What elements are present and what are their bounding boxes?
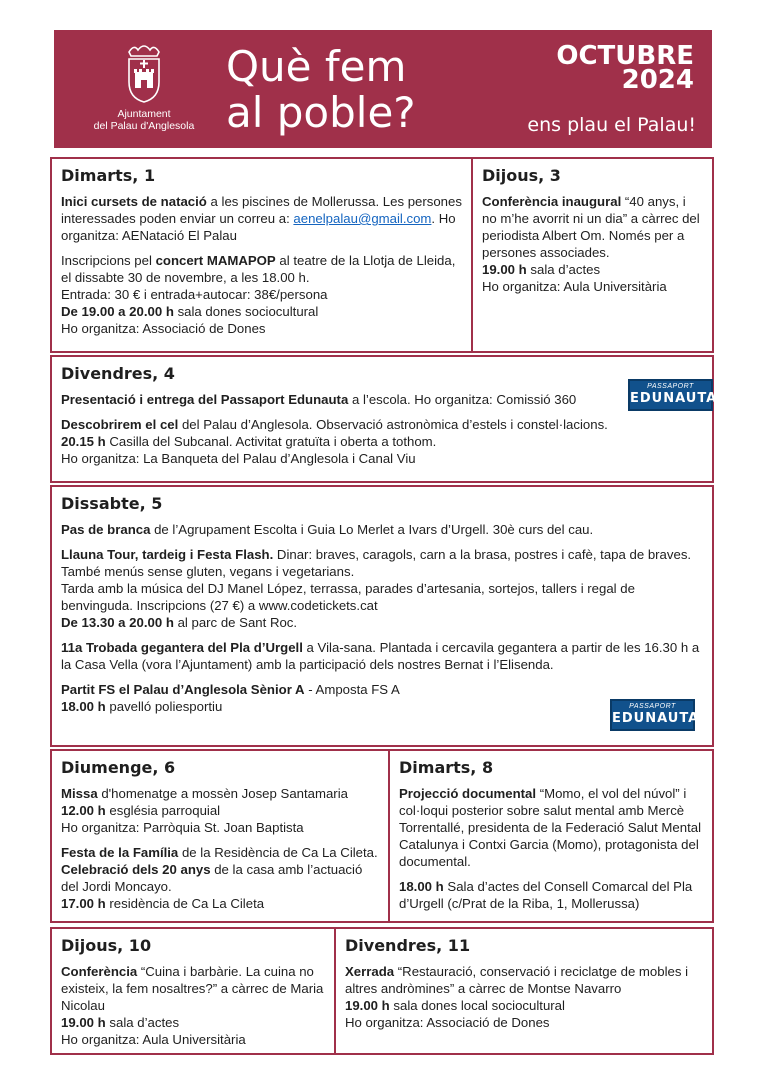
event-title: Festa de la Família xyxy=(61,845,179,860)
day-heading: Dimarts, 8 xyxy=(399,758,494,777)
edunauta-badge xyxy=(610,699,700,731)
event-title: Presentació i entrega del Passaport Edunauta xyxy=(61,392,349,407)
month-name: OCTUBRE xyxy=(556,41,694,71)
event-organizer: Ho organitza: Associació de Dones xyxy=(345,1015,550,1030)
event-title: Descobrirem el cel xyxy=(61,417,179,432)
month-label xyxy=(556,41,694,95)
event-festa-familia xyxy=(61,844,379,912)
day-heading: Divendres, 11 xyxy=(345,936,471,955)
event-pas-branca xyxy=(61,521,703,538)
email-link[interactable]: aenelpalau@gmail.com xyxy=(293,211,432,226)
event-time: 20.15 h xyxy=(61,434,106,449)
event-place: església parroquial xyxy=(105,803,221,818)
event-place: Casilla del Subcanal. Activitat gratuïta i oberta a tothom. xyxy=(105,434,437,449)
event-time: 17.00 h xyxy=(61,896,106,911)
event-conferencia-cuina xyxy=(61,963,325,1048)
badge-main-text: EDUNAUTA xyxy=(612,711,700,726)
event-xerrada xyxy=(345,963,703,1031)
logo-line-2: del Palau d'Anglesola xyxy=(93,120,195,132)
event-text: Dinar: braves, caragols, carn a la brasa, postres i cafè, tapa de braves. També menús sense gluten, vegans i vegetarians. xyxy=(61,547,692,579)
town-logo xyxy=(84,42,204,142)
event-organizer: Ho organitza: Aula Universitària xyxy=(61,1032,246,1047)
event-box-dijous-3 xyxy=(471,157,714,353)
event-text: a Vila-sana. Plantada i cercavila gegantera a partir de les 16.30 h a la Casa Vella (vora l’Ajuntament) amb la participació dels nostres Bernat i l’Elisenda. xyxy=(61,640,700,672)
event-title: Conferència inaugural xyxy=(482,194,622,209)
event-text: “Cuina i barbàrie. La cuina no existeix, la fem nosaltres?” a càrrec de Maria Nicolau xyxy=(61,964,324,1013)
event-text: - Amposta FS A xyxy=(304,682,400,697)
event-text: “40 anys, i no m’he avorrit ni un dia” a càrrec del periodista Albert Om. Només per a persones associades. xyxy=(482,194,700,260)
event-box-divendres-11 xyxy=(334,927,714,1055)
event-text: Tarda amb la música del DJ Manel López, terrassa, parades d’artesania, sortejos, tallers i regal de benvinguda. Inscripcions (27 €) a www.codetickets.cat xyxy=(61,581,635,613)
event-organizer: Ho organitza: Associació de Dones xyxy=(61,321,266,336)
event-place: sala d’actes xyxy=(526,262,601,277)
header-banner xyxy=(54,30,712,148)
event-highlight: Celebració dels 20 anys xyxy=(61,862,211,877)
event-title: concert MAMAPOP xyxy=(155,253,276,268)
event-text: de l’Agrupament Escolta i Guia Lo Merlet a Ivars d’Urgell. 30è curs del cau. xyxy=(150,522,594,537)
event-place: sala dones sociocultural xyxy=(173,304,319,319)
event-place: al parc de Sant Roc. xyxy=(173,615,298,630)
day-heading: Divendres, 4 xyxy=(61,364,175,383)
event-text: Inscripcions pel xyxy=(61,253,156,268)
page-title xyxy=(226,44,416,136)
event-title: Projecció documental xyxy=(399,786,537,801)
event-title: Llauna Tour, tardeig i Festa Flash. xyxy=(61,547,274,562)
event-organizer: Ho organitza: La Banqueta del Palau d’Anglesola i Canal Viu xyxy=(61,451,416,466)
event-time: De 13.30 a 20.00 h xyxy=(61,615,174,630)
month-year: 2024 xyxy=(621,65,694,95)
event-time: 19.00 h xyxy=(482,262,527,277)
event-title: Pas de branca xyxy=(61,522,151,537)
event-mamapop xyxy=(61,252,462,337)
badge-main-text: EDUNAUTA xyxy=(630,391,718,406)
event-text: d'homenatge a mossèn Josep Santamaria xyxy=(97,786,348,801)
event-text: a l’escola. Ho organitza: Comissió 360 xyxy=(348,392,577,407)
title-line-1: Què fem xyxy=(226,42,407,91)
event-box-diumenge-6 xyxy=(50,749,390,923)
event-conference xyxy=(482,193,703,295)
event-title: Xerrada xyxy=(345,964,395,979)
badge-top-text: PASSAPORT xyxy=(647,383,694,390)
day-heading: Diumenge, 6 xyxy=(61,758,176,777)
event-time: De 19.00 a 20.00 h xyxy=(61,304,174,319)
event-title: 11a Trobada gegantera del Pla d’Urgell xyxy=(61,640,303,655)
event-place: Sala d’actes del Consell Comarcal del Pla d’Urgell (c/Prat de la Riba, 1, Mollerussa) xyxy=(399,879,693,911)
event-stargazing xyxy=(61,416,703,467)
event-price: Entrada: 30 € i entrada+autocar: 38€/persona xyxy=(61,287,328,302)
event-swim-courses xyxy=(61,193,462,244)
day-heading: Dimarts, 1 xyxy=(61,166,156,185)
event-text: de la casa amb l’actuació del Jordi Moncayo. xyxy=(61,862,363,894)
event-documental-time xyxy=(399,878,703,912)
event-time: 19.00 h xyxy=(61,1015,106,1030)
event-time: 19.00 h xyxy=(345,998,390,1013)
event-title: Inici cursets de natació xyxy=(61,194,207,209)
event-futsal-match xyxy=(61,681,703,715)
event-missa xyxy=(61,785,379,836)
event-title: Partit FS el Palau d’Anglesola Sènior A xyxy=(61,682,305,697)
event-text: de la Residència de Ca La Cileta. xyxy=(178,845,378,860)
event-trobada-gegantera xyxy=(61,639,703,673)
badge-top-text: PASSAPORT xyxy=(629,703,676,710)
event-place: sala dones local sociocultural xyxy=(389,998,565,1013)
logo-line-1: Ajuntament xyxy=(117,108,171,120)
day-heading: Dijous, 3 xyxy=(482,166,561,185)
event-place: sala d’actes xyxy=(105,1015,180,1030)
event-box-dimarts-8 xyxy=(388,749,714,923)
event-passport xyxy=(61,391,703,408)
edunauta-badge xyxy=(628,379,718,411)
event-time: 18.00 h xyxy=(61,699,106,714)
event-place: pavelló poliesportiu xyxy=(105,699,223,714)
event-box-dissabte-5 xyxy=(50,485,714,747)
event-box-dijous-10 xyxy=(50,927,336,1055)
event-organizer: Ho organitza: Parròquia St. Joan Baptista xyxy=(61,820,304,835)
event-organizer: Ho organitza: Aula Universitària xyxy=(482,279,667,294)
event-time: 12.00 h xyxy=(61,803,106,818)
coat-of-arms-icon xyxy=(124,42,164,104)
event-text: a les piscines de Mollerussa. Les persones interessades poden enviar un correu a: xyxy=(61,194,462,226)
day-heading: Dissabte, 5 xyxy=(61,494,163,513)
event-title: Conferència xyxy=(61,964,138,979)
title-line-2: al poble? xyxy=(226,88,416,137)
event-text: “Momo, el vol del núvol” i col·loqui posterior sobre salut mental amb Mercè Torrentallé, presidenta de la Federació Salut Mental Catalunya i Contxi Garcia (Momo), protagonista del documental. xyxy=(399,786,702,869)
event-box-divendres-4 xyxy=(50,355,718,483)
event-text: . Ho organitza: AENatació El Palau xyxy=(61,211,456,243)
event-text: al teatre de la Llotja de Lleida, el dissabte 30 de novembre, a les 18.00 h. xyxy=(61,253,456,285)
event-title: Missa xyxy=(61,786,98,801)
event-box-dimarts-1 xyxy=(50,157,473,353)
event-documental xyxy=(399,785,703,870)
event-llauna-tour xyxy=(61,546,703,631)
event-place: residència de Ca La Cileta xyxy=(105,896,265,911)
event-text: “Restauració, conservació i reciclatge de mobles i altres andròmines” a càrrec de Montse Navarro xyxy=(345,964,689,996)
event-text: del Palau d’Anglesola. Observació astronòmica d’estels i constel·lacions. xyxy=(178,417,608,432)
day-heading: Dijous, 10 xyxy=(61,936,152,955)
slogan: ens plau el Palau! xyxy=(527,114,696,136)
event-time: 18.00 h xyxy=(399,879,444,894)
